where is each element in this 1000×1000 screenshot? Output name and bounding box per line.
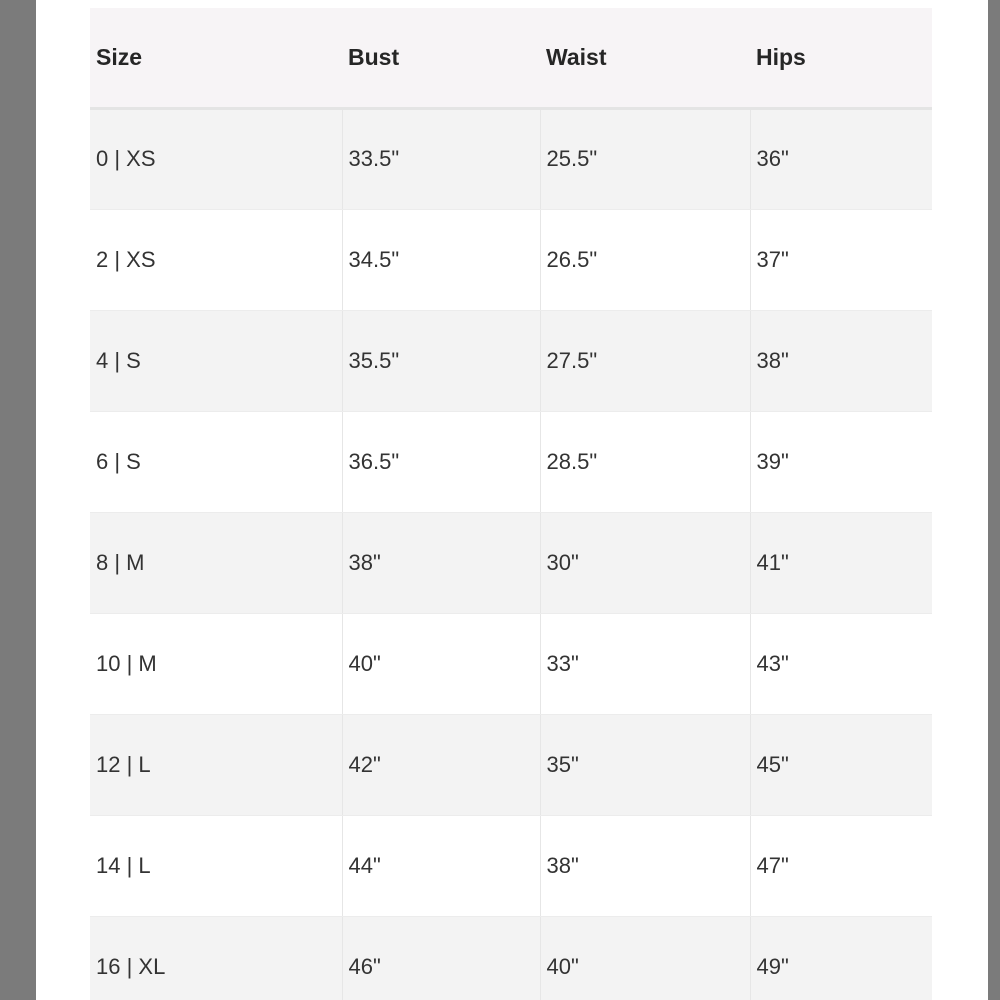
cell-waist: 38" [540, 815, 750, 916]
cell-waist: 35" [540, 714, 750, 815]
header-row [90, 8, 932, 108]
cell-size: 2 | XS [90, 209, 342, 310]
header-waist: Waist [540, 8, 750, 108]
table-body [90, 108, 932, 1000]
cell-hips: 37" [750, 209, 932, 310]
table-row [90, 310, 932, 411]
cell-hips: 38" [750, 310, 932, 411]
cell-hips: 47" [750, 815, 932, 916]
cell-bust: 42" [342, 714, 540, 815]
cell-size: 12 | L [90, 714, 342, 815]
table-row [90, 714, 932, 815]
table-row [90, 108, 932, 209]
cell-size: 0 | XS [90, 108, 342, 209]
cell-size: 4 | S [90, 310, 342, 411]
table-row [90, 512, 932, 613]
cell-waist: 25.5" [540, 108, 750, 209]
cell-size: 8 | M [90, 512, 342, 613]
cell-hips: 45" [750, 714, 932, 815]
cell-bust: 46" [342, 916, 540, 1000]
cell-hips: 41" [750, 512, 932, 613]
header-size: Size [90, 8, 342, 108]
table-row [90, 613, 932, 714]
cell-waist: 40" [540, 916, 750, 1000]
cell-waist: 28.5" [540, 411, 750, 512]
cell-waist: 26.5" [540, 209, 750, 310]
size-chart-table [90, 8, 932, 1000]
cell-hips: 36" [750, 108, 932, 209]
cell-hips: 49" [750, 916, 932, 1000]
cell-bust: 34.5" [342, 209, 540, 310]
cell-hips: 43" [750, 613, 932, 714]
header-hips: Hips [750, 8, 932, 108]
cell-bust: 40" [342, 613, 540, 714]
cell-waist: 27.5" [540, 310, 750, 411]
cell-bust: 35.5" [342, 310, 540, 411]
cell-waist: 33" [540, 613, 750, 714]
cell-size: 14 | L [90, 815, 342, 916]
table-row [90, 916, 932, 1000]
table-row [90, 815, 932, 916]
table-row [90, 411, 932, 512]
cell-bust: 36.5" [342, 411, 540, 512]
left-border [0, 0, 36, 1000]
cell-waist: 30" [540, 512, 750, 613]
cell-hips: 39" [750, 411, 932, 512]
header-bust: Bust [342, 8, 540, 108]
cell-bust: 38" [342, 512, 540, 613]
cell-size: 6 | S [90, 411, 342, 512]
cell-bust: 33.5" [342, 108, 540, 209]
table-header [90, 8, 932, 108]
cell-bust: 44" [342, 815, 540, 916]
cell-size: 16 | XL [90, 916, 342, 1000]
cell-size: 10 | M [90, 613, 342, 714]
size-chart-page [36, 0, 988, 1000]
right-border [988, 0, 1000, 1000]
table-row [90, 209, 932, 310]
